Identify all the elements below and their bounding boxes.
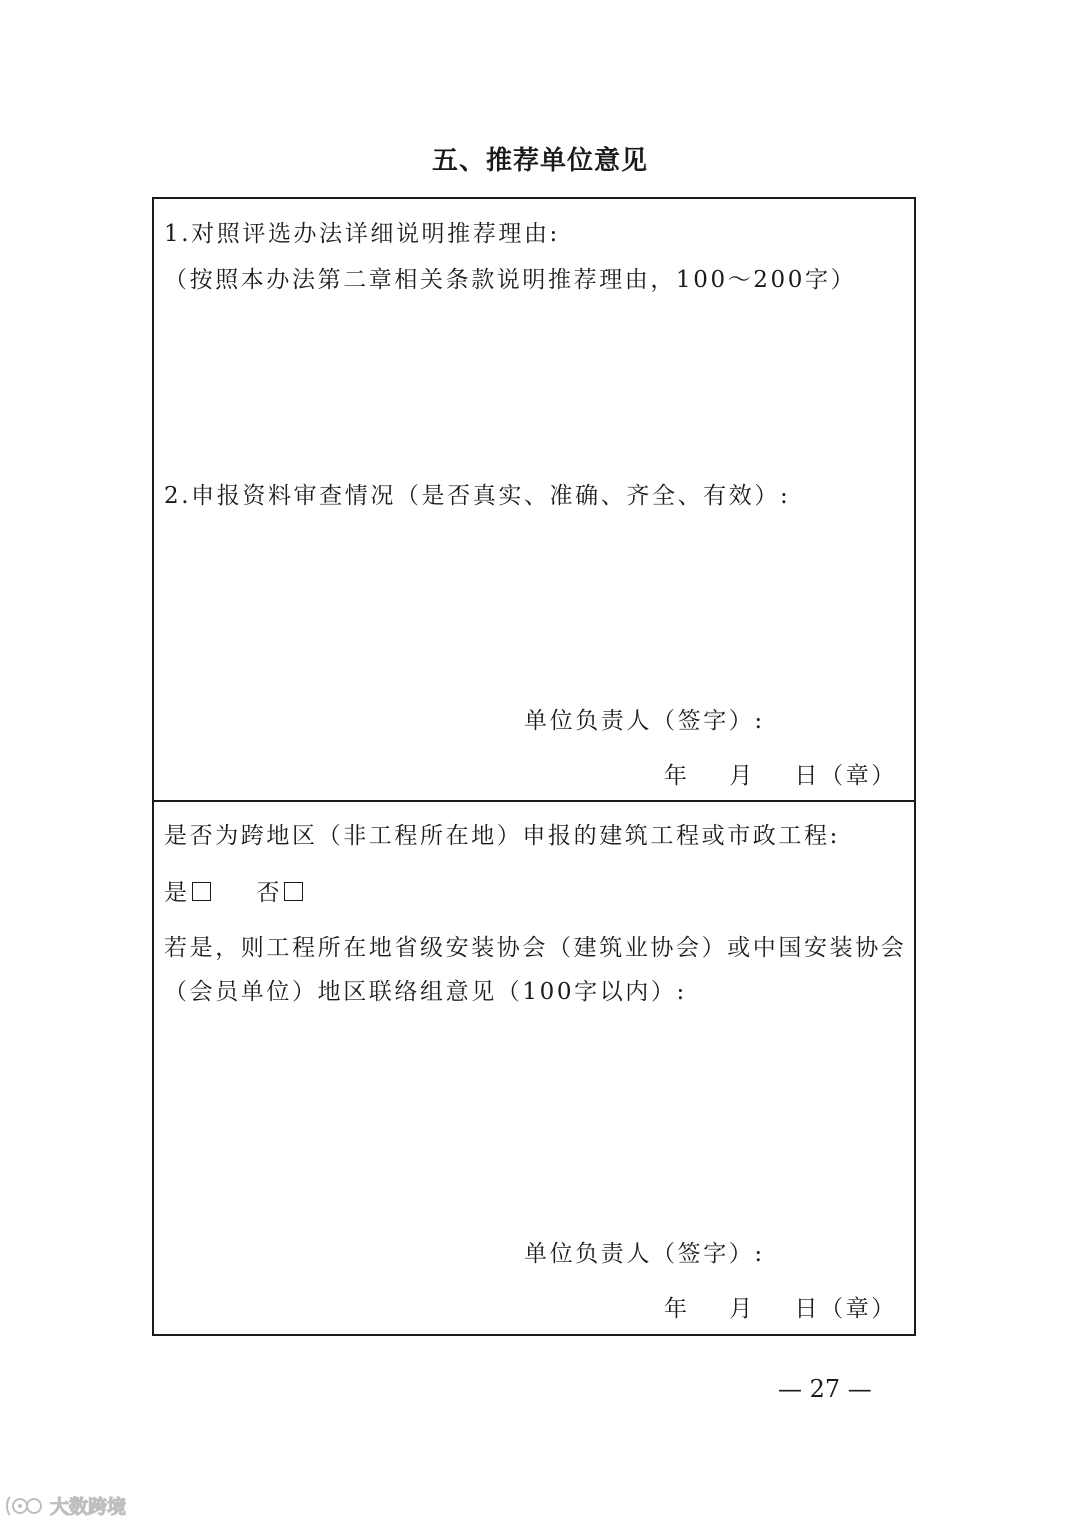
item1-hint: （按照本办法第二章相关条款说明推荐理由，100～200字） (164, 267, 857, 293)
recommendation-form (152, 197, 916, 1336)
date-seal-label: 年 月 日（章） (664, 763, 897, 789)
yes-checkbox[interactable] (192, 882, 211, 901)
date-seal-label: 年 月 日（章） (664, 1296, 897, 1322)
option-no-label: 否 (256, 880, 283, 906)
instruction-line-1: 若是，则工程所在地省级安装协会（建筑业协会）或中国安装协会 (164, 935, 907, 961)
watermark-text: 大数跨境 (50, 1496, 127, 1518)
cross-region-question: 是否为跨地区（非工程所在地）申报的建筑工程或市政工程: (164, 823, 840, 849)
option-yes[interactable] (164, 874, 211, 907)
instruction-line-2: （会员单位）地区联络组意见（100字以内）: (164, 979, 687, 1005)
cross-region-section (154, 802, 914, 1334)
watermark-logo-icon (4, 1493, 48, 1519)
page-number: — 27 — (778, 1375, 872, 1403)
item2-label: 2.申报资料审查情况（是否真实、准确、齐全、有效）: (164, 483, 791, 509)
item1-label: 1.对照评选办法详细说明推荐理由: (164, 221, 560, 247)
recommendation-reason-section (154, 199, 914, 802)
option-yes-label: 是 (164, 880, 190, 906)
signature-label: 单位负责人（签字）: (524, 1241, 765, 1267)
no-checkbox[interactable] (284, 882, 303, 901)
yes-no-options (164, 874, 339, 907)
signature-label: 单位负责人（签字）: (524, 708, 765, 734)
option-no[interactable] (257, 874, 304, 907)
page-title: 五、推荐单位意见 (431, 146, 648, 176)
watermark (4, 1492, 126, 1519)
